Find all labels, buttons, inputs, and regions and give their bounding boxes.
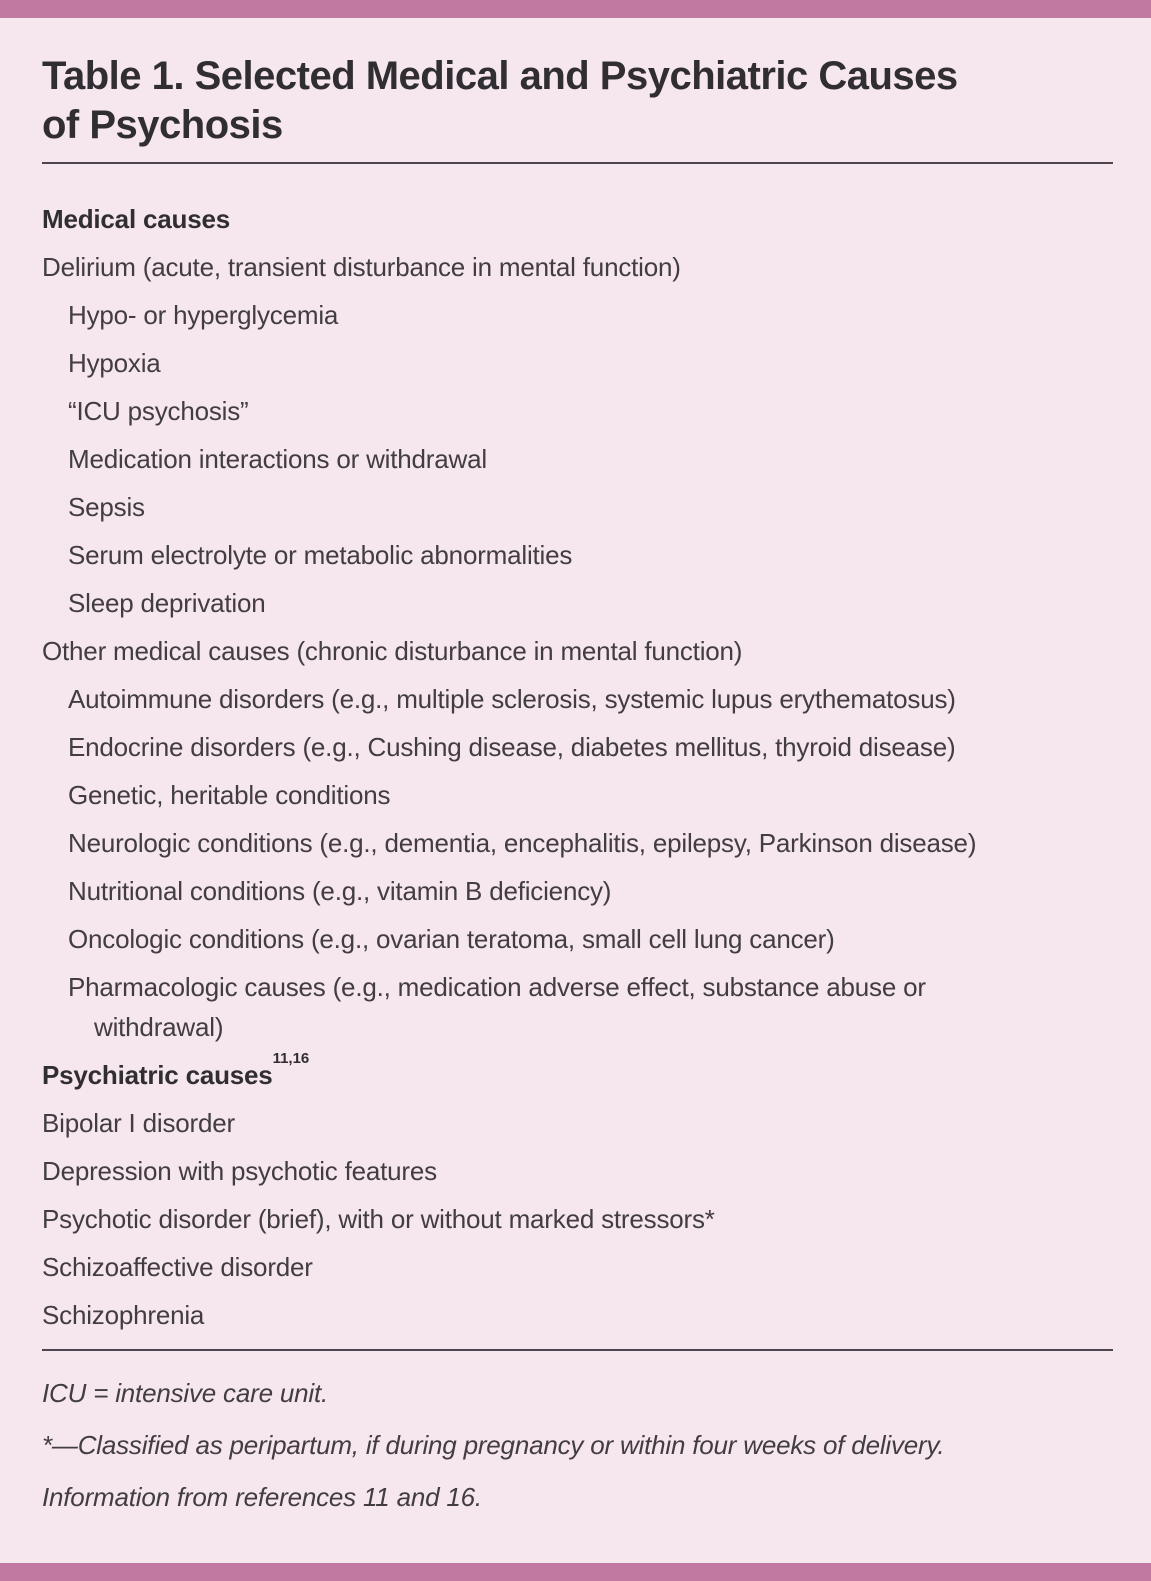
top-accent-bar bbox=[0, 0, 1151, 18]
table-title bbox=[42, 52, 1113, 150]
table-title-line-2: of Psychosis bbox=[42, 103, 283, 147]
row-text: Endocrine disorders (e.g., Cushing disease, diabetes mellitus, thyroid disease) bbox=[68, 732, 956, 762]
row-text: Bipolar I disorder bbox=[42, 1108, 235, 1138]
row-text: Nutritional conditions (e.g., vitamin B deficiency) bbox=[68, 876, 612, 906]
row-text: Sleep deprivation bbox=[68, 588, 266, 618]
row-text: Delirium (acute, transient disturbance in mental function) bbox=[42, 252, 681, 282]
bottom-accent-bar bbox=[0, 1563, 1151, 1581]
row-text: Medical causes bbox=[42, 204, 230, 234]
table-row bbox=[42, 583, 1113, 623]
table-row bbox=[42, 871, 1113, 911]
table-row bbox=[42, 1103, 1113, 1143]
table-row bbox=[42, 439, 1113, 479]
table-row bbox=[42, 679, 1113, 719]
table-row bbox=[42, 295, 1113, 335]
row-text: Autoimmune disorders (e.g., multiple sclerosis, systemic lupus erythematosus) bbox=[68, 684, 956, 714]
row-text: Schizophrenia bbox=[42, 1300, 205, 1330]
table-row bbox=[42, 199, 1113, 239]
table-row bbox=[42, 967, 1113, 1047]
row-text: Pharmacologic causes (e.g., medication adverse effect, substance abuse or bbox=[68, 972, 926, 1002]
table-row bbox=[42, 1247, 1113, 1287]
table-row bbox=[42, 727, 1113, 767]
table-row bbox=[42, 487, 1113, 527]
row-text: Schizoaffective disorder bbox=[42, 1252, 313, 1282]
table-row bbox=[42, 1050, 1113, 1095]
row-text: Hypo- or hyperglycemia bbox=[68, 300, 339, 330]
row-text: Medication interactions or withdrawal bbox=[68, 444, 487, 474]
row-text: Psychotic disorder (brief), with or without marked stressors* bbox=[42, 1204, 715, 1234]
table-row bbox=[42, 535, 1113, 575]
row-text: Depression with psychotic features bbox=[42, 1156, 437, 1186]
row-superscript: 11,16 bbox=[272, 1050, 310, 1068]
row-text: Serum electrolyte or metabolic abnormalities bbox=[68, 540, 573, 570]
table-title-line-1: Table 1. Selected Medical and Psychiatric Causes bbox=[42, 54, 958, 98]
table-row bbox=[42, 919, 1113, 959]
row-text: Oncologic conditions (e.g., ovarian teratoma, small cell lung cancer) bbox=[68, 924, 835, 954]
row-text: Sepsis bbox=[68, 492, 145, 522]
table-row bbox=[42, 631, 1113, 671]
title-rule bbox=[42, 162, 1113, 164]
table-body bbox=[42, 199, 1113, 1335]
footnote: *—Classified as peripartum, if during pregnancy or within four weeks of delivery. bbox=[42, 1430, 945, 1460]
table-content bbox=[0, 18, 1151, 1529]
row-text: Neurologic conditions (e.g., dementia, encephalitis, epilepsy, Parkinson disease) bbox=[68, 828, 977, 858]
table-row bbox=[42, 823, 1113, 863]
row-text: Psychiatric causes bbox=[42, 1060, 273, 1090]
table-row bbox=[42, 391, 1113, 431]
table-row bbox=[42, 1199, 1113, 1239]
row-text: Other medical causes (chronic disturbance in mental function) bbox=[42, 636, 743, 666]
footnote: ICU = intensive care unit. bbox=[42, 1378, 328, 1408]
row-text-continuation: withdrawal) bbox=[94, 1012, 224, 1042]
footnotes bbox=[42, 1373, 1113, 1517]
table-row bbox=[42, 1151, 1113, 1191]
footnote: Information from references 11 and 16. bbox=[42, 1482, 482, 1512]
table-row bbox=[42, 247, 1113, 287]
row-text: Genetic, heritable conditions bbox=[68, 780, 391, 810]
table-row bbox=[42, 343, 1113, 383]
row-text: Hypoxia bbox=[68, 348, 161, 378]
table-row bbox=[42, 1295, 1113, 1335]
row-text: “ICU psychosis” bbox=[68, 396, 249, 426]
table-row bbox=[42, 775, 1113, 815]
footer-rule bbox=[42, 1349, 1113, 1351]
